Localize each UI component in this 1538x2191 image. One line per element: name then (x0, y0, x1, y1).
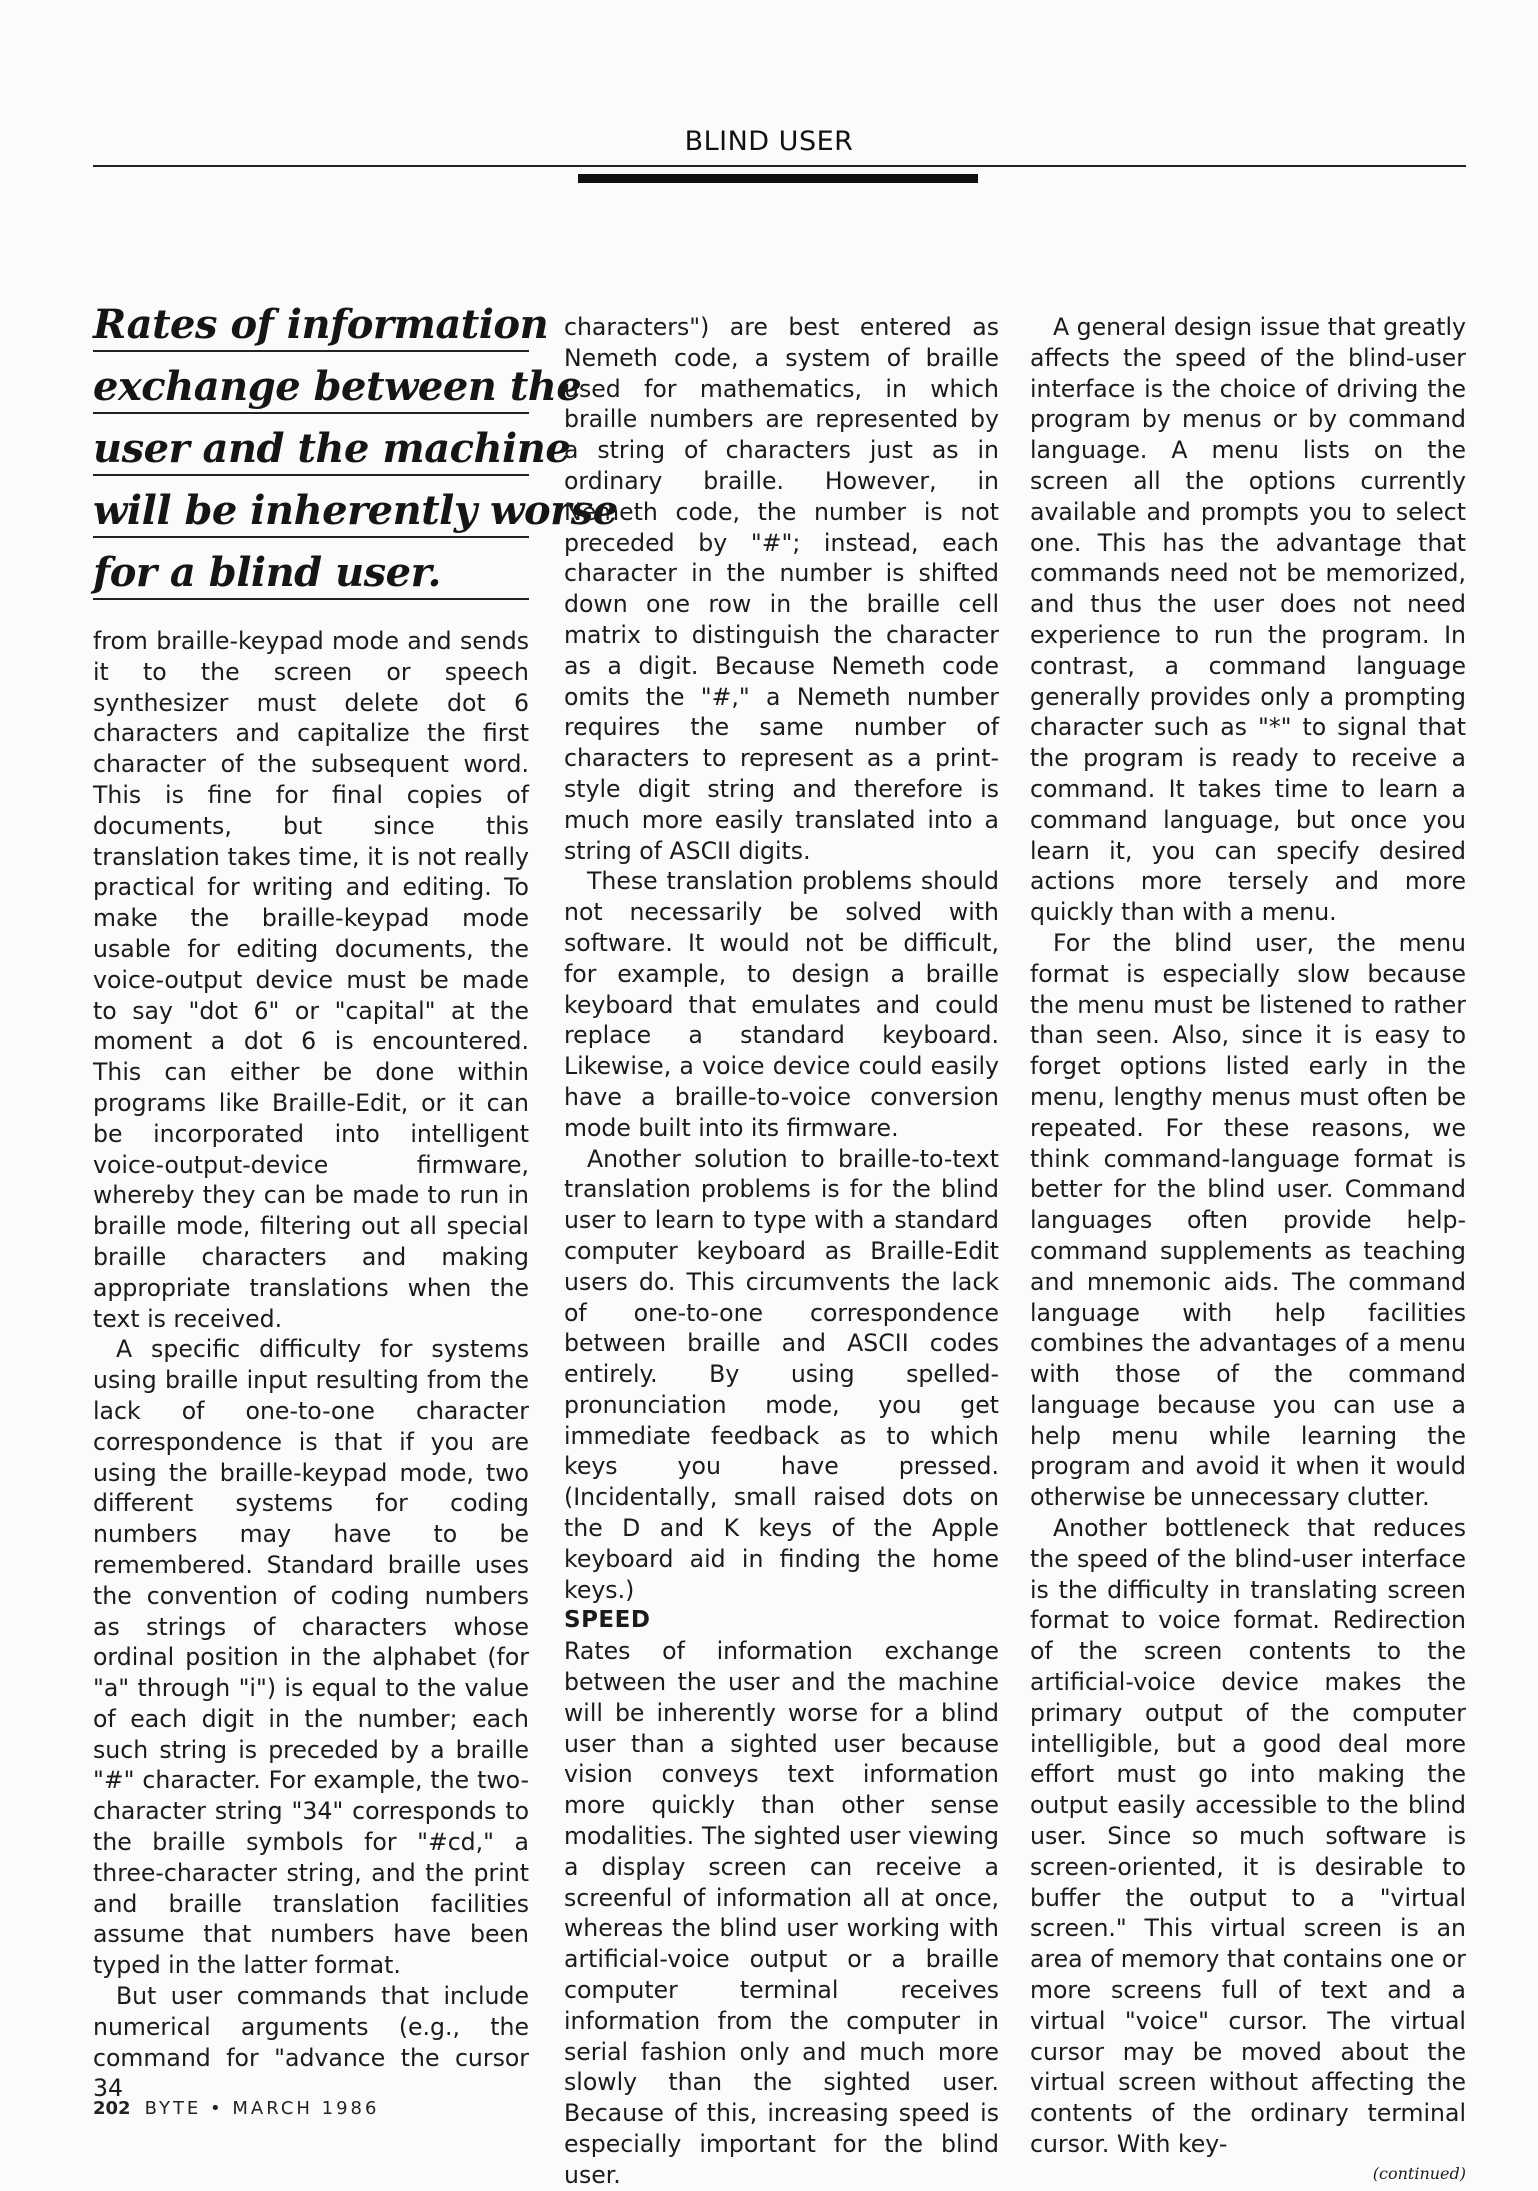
pull-quote-line: Rates of information (93, 290, 529, 352)
page-number: 202 (93, 2098, 131, 2119)
body-paragraph: For the blind user, the menu format is especially slow because the menu must be listened to rather than seen. Also, since it is easy to forget options listed early in the menu, lengthy menus must often be repeated. For these reasons, we think command-language format is better for the blind user. Command languages often provide help-command supplements as teaching and mnemonic aids. The command language with help facilities combines the advantages of a menu with those of the command language because you can use a help menu while learning the program and avoid it when it would otherwise be unnecessary clutter. (1030, 928, 1466, 1512)
pull-quote-line: will be inherently worse (93, 476, 529, 538)
body-paragraph: Another bottleneck that reduces the speed of the blind-user interface is the difficulty in translating screen format to voice format. Redirection of the screen contents to the artificial-voice device makes the primary output of the computer intelligible, but a good deal more effort must go into making the output easily accessible to the blind user. Since so much software is screen-oriented, it is desirable to buffer the output to a "virtual screen." This virtual screen is an area of memory that contains one or more screens full of text and a virtual "voice" cursor. The virtual cursor may be moved about the virtual screen without affecting the contents of the ordinary terminal cursor. With key- (1030, 1514, 1466, 2159)
column-3 (1030, 312, 1466, 2186)
pull-quote-line: exchange between the (93, 352, 529, 414)
body-paragraph: Another solution to braille-to-text translation problems is for the blind user to learn to type with a standard computer keyboard as Braille-Edit users do. This circumvents the lack of one-to-one correspondence between braille and ASCII codes entirely. By using spelled-pronunciation mode, you get immediate feedback as to which keys you have pressed. (Incidentally, small raised dots on the D and K keys of the Apple keyboard aid in finding the home keys.) (564, 1144, 999, 1604)
page-footer (93, 2098, 379, 2119)
publication-info: BYTE • MARCH 1986 (144, 2098, 380, 2119)
body-paragraph: A general design issue that greatly affects the speed of the blind-user interface is the choice of driving the program by menus or by command language. A menu lists on the screen all the options currently available and prompts you to select one. This has the advantage that commands need not be memorized, and thus the user does not need experience to run the program. In contrast, a command language generally provides only a prompting character such as "*" to signal that the program is ready to receive a command. It takes time to learn a command language, but once you learn it, you can specify desired actions more tersely and more quickly than with a menu. (1030, 313, 1467, 927)
pull-quote-line: user and the machine (93, 414, 529, 476)
body-paragraph: from braille-keypad mode and sends it to the screen or speech synthesizer must delete dot 6 characters and capitalize the first character of the subsequent word. This is fine for final copies of documents, but since this translation takes time, it is not really practical for writing and editing. To make the braille-keypad mode usable for editing documents, the voice-output device must be made to say "dot 6" or "capital" at the moment a dot 6 is encountered. This can either be done within programs like Braille-Edit, or it can be incorporated into intelligent voice-output-device firmware, whereby they can be made to run in braille mode, filtering out all special braille characters and making appropriate translations when the text is received. (93, 627, 529, 1333)
section-heading: SPEED (564, 1607, 651, 1634)
header-rule (93, 165, 1466, 167)
body-paragraph: characters") are best entered as Nemeth code, a system of braille used for mathematics, in which braille numbers are represented by a string of characters just as in ordinary braille. However, in Nemeth code, the number is not preceded by "#"; instead, each character in the number is shifted down one row in the braille cell matrix to distinguish the character as a digit. Because Nemeth code omits the "#," a Nemeth number requires the same number of characters to represent as a print-style digit string and therefore is much more easily translated into a string of ASCII digits. (564, 313, 999, 865)
pull-quote-line: for a blind user. (93, 538, 529, 600)
continued-note: (continued) (1372, 2163, 1466, 2183)
body-paragraph: These translation problems should not necessarily be solved with software. It would not be difficult, for example, to design a braille keyboard that emulates and could replace a standard keyboard. Likewise, a voice device could easily have a braille-to-voice conversion mode built into its firmware. (564, 867, 999, 1142)
running-header: BLIND USER (684, 126, 854, 157)
pull-quote (93, 290, 618, 600)
body-paragraph: But user commands that include numerical arguments (e.g., the command for "advance the cursor 34 (93, 1982, 529, 2103)
header-bar (578, 174, 978, 183)
body-paragraph: Rates of information exchange between the user and the machine will be inherently worse for a blind user than a sighted user because vision conveys text information more quickly than other sense modalities. The sighted user viewing a display screen can receive a screenful of information all at once, whereas the blind user working with artificial-voice output or a braille computer terminal receives information from the computer in serial fashion only and much more slowly than the sighted user. Because of this, increasing speed is especially important for the blind user. (564, 1637, 999, 2189)
column-2 (564, 312, 999, 2191)
body-paragraph: A specific difficulty for systems using braille input resulting from the lack of one-to-one character correspondence is that if you are using the braille-keypad mode, two different systems for coding numbers may have to be remembered. Standard braille uses the convention of coding numbers as strings of characters whose ordinal position in the alphabet (for "a" through "i") is equal to the value of each digit in the number; each such string is preceded by a braille "#" character. For example, the two-character string "34" corresponds to the braille symbols for "#cd," a three-character string, and the print and braille translation facilities assume that numbers have been typed in the latter format. (93, 1335, 529, 1980)
